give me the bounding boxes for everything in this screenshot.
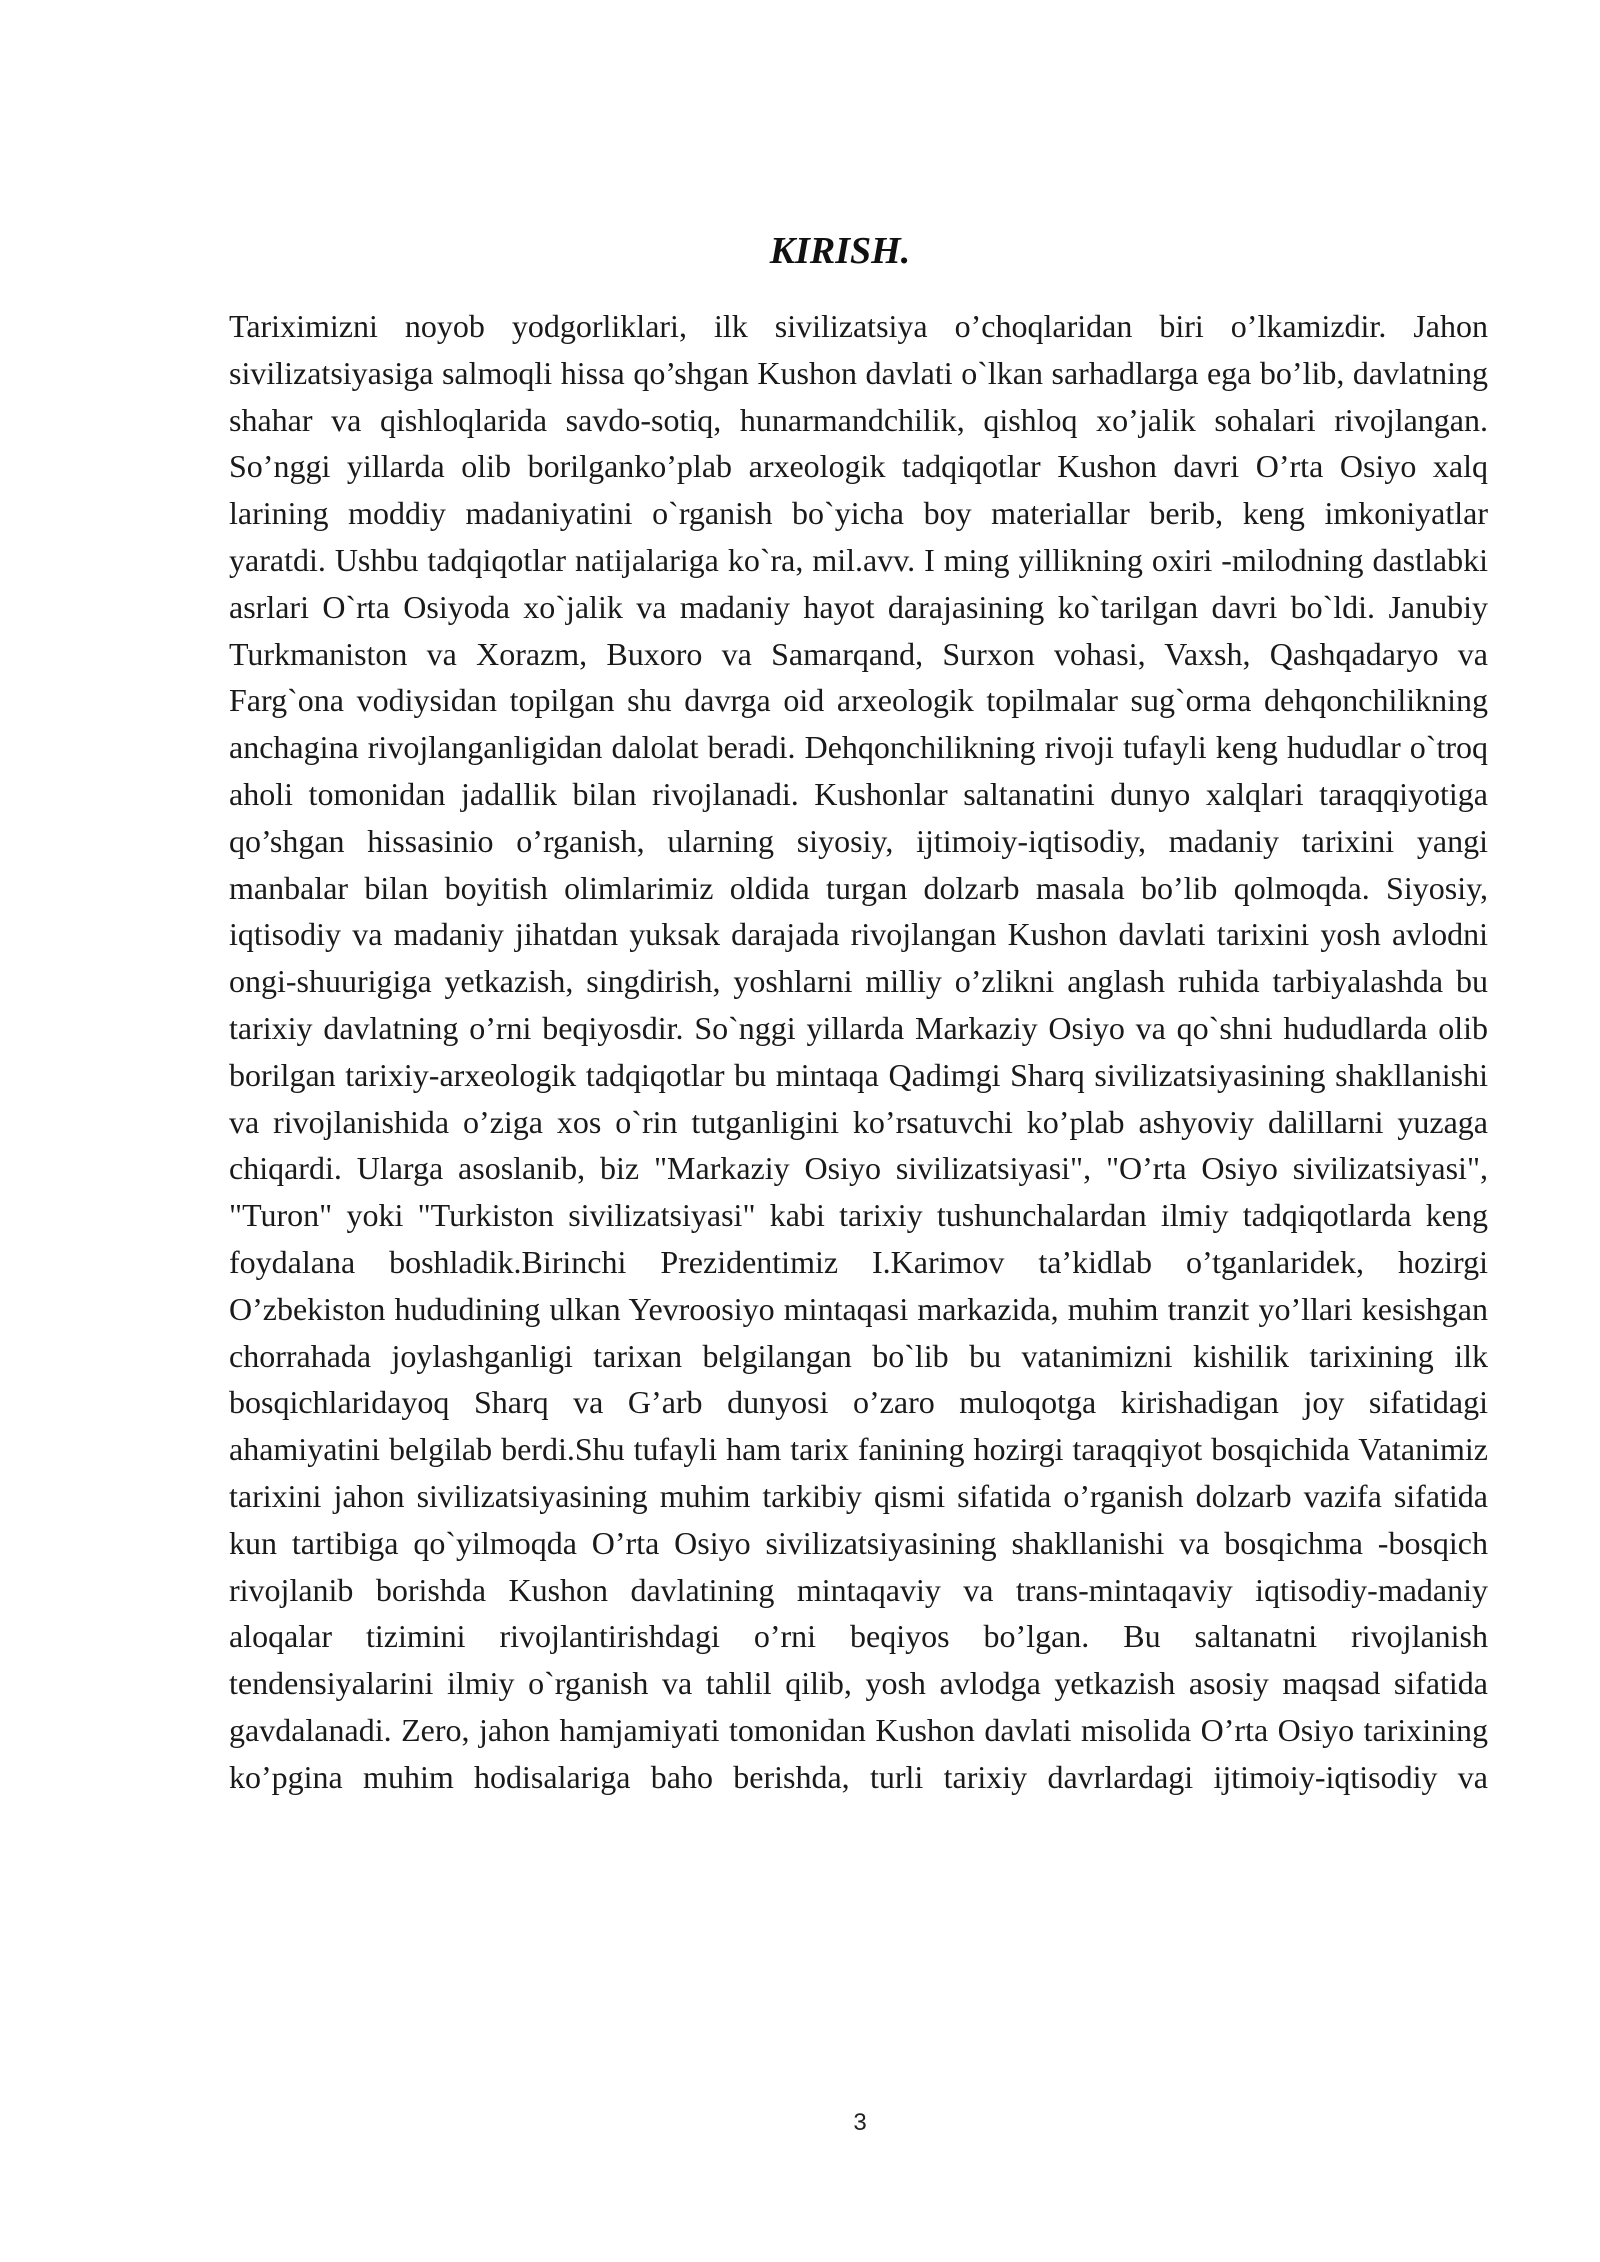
- body-paragraph: Tariximizni noyob yodgorliklari, ilk sivilizatsiya o’choqlaridan biri o’lkamizdir. Jahon sivilizatsiyasiga salmoqli hissa qo’shgan Kushon davlati o`lkan sarhadlarga ega bo’lib, davlatning shahar va qishloqlarida savdo-sotiq, hunarmandchilik, qishloq xo’jalik sohalari rivojlangan. So’nggi yillarda olib borilganko’plab arxeologik tadqiqotlar Kushon davri O’rta Osiyo xalq larining moddiy madaniyatini o`rganish bo`yicha boy materiallar berib, keng imkoniyatlar yaratdi. Ushbu tadqiqotlar natijalariga ko`ra, mil.avv. I ming yillikning oxiri -milodning dastlabki asrlari O`rta Osiyoda xo`jalik va madaniy hayot darajasining ko`tarilgan davri bo`ldi. Janubiy Turkmaniston va Xorazm, Buxoro va Samarqand, Surxon vohasi, Vaxsh, Qashqadaryo va Farg`ona vodiysidan topilgan shu davrga oid arxeologik topilmalar sug`orma dehqonchilikning anchagina rivojlanganligidan dalolat beradi. Dehqonchilikning rivoji tufayli keng hududlar o`troq aholi tomonidan jadallik bilan rivojlanadi. Kushonlar saltanatini dunyo xalqlari taraqqiyotiga qo’shgan hissasinio o’rganish, ularning siyosiy, ijtimoiy-iqtisodiy, madaniy tarixini yangi manbalar bilan boyitish olimlarimiz oldida turgan dolzarb masala bo’lib qolmoqda. Siyosiy, iqtisodiy va madaniy jihatdan yuksak darajada rivojlangan Kushon davlati tarixini yosh avlodni ongi-shuurigiga yetkazish, singdirish, yoshlarni milliy o’zlikni anglash ruhida tarbiyalashda bu tarixiy davlatning o’rni beqiyosdir. So`nggi yillarda Markaziy Osiyo va qo`shni hududlarda olib borilgan tarixiy-arxeologik tadqiqotlar bu mintaqa Qadimgi Sharq sivilizatsiyasining shakllanishi va rivojlanishida o’ziga xos o`rin tutganligini ko’rsatuvchi ko’plab ashyoviy dalillarni yuzaga chiqardi. Ularga asoslanib, biz "Markaziy Osiyo sivilizatsiyasi", "O’rta Osiyo sivilizatsiyasi", "Turon" yoki "Turkiston sivilizatsiyasi" kabi tarixiy tushunchalardan ilmiy tadqiqotlarda keng foydalana boshladik.Birinchi Prezidentimiz I.Karimov ta’kidlab o’tganlaridek, hozirgi O’zbekiston hududining ulkan Yevroosiyo mintaqasi markazida, muhim tranzit yo’llari kesishgan chorrahada joylashganligi tarixan belgilangan bo`lib bu vatanimizni kishilik tarixining ilk bosqichlaridayoq Sharq va G’arb dunyosi o’zaro muloqotga kirishadigan joy sifatidagi ahamiyatini belgilab berdi.Shu tufayli ham tarix fanining hozirgi taraqqiyot bosqichida Vatanimiz tarixini jahon sivilizatsiyasining muhim tarkibiy qismi sifatida o’rganish dolzarb vazifa sifatida kun tartibiga qo`yilmoqda O’rta Osiyo sivilizatsiyasining shakllanishi va bosqichma -bosqich rivojlanib borishda Kushon davlatining mintaqaviy va trans-mintaqaviy iqtisodiy-madaniy aloqalar tizimini rivojlantirishdagi o’rni beqiyos bo’lgan. Bu saltanatni rivojlanish tendensiyalarini ilmiy o`rganish va tahlil qilib, yosh avlodga yetkazish asosiy maqsad sifatida gavdalanadi. Zero, jahon hamjamiyati tomonidan Kushon davlati misolida O’rta Osiyo tarixining ko’pgina muhim hodisalariga baho berishda, turli tarixiy davrlardagi ijtimoiy-iqtisodiy va: [229, 308, 1488, 1795]
- page-number: 3: [853, 2109, 867, 2136]
- section-title: KIRISH.: [769, 230, 911, 272]
